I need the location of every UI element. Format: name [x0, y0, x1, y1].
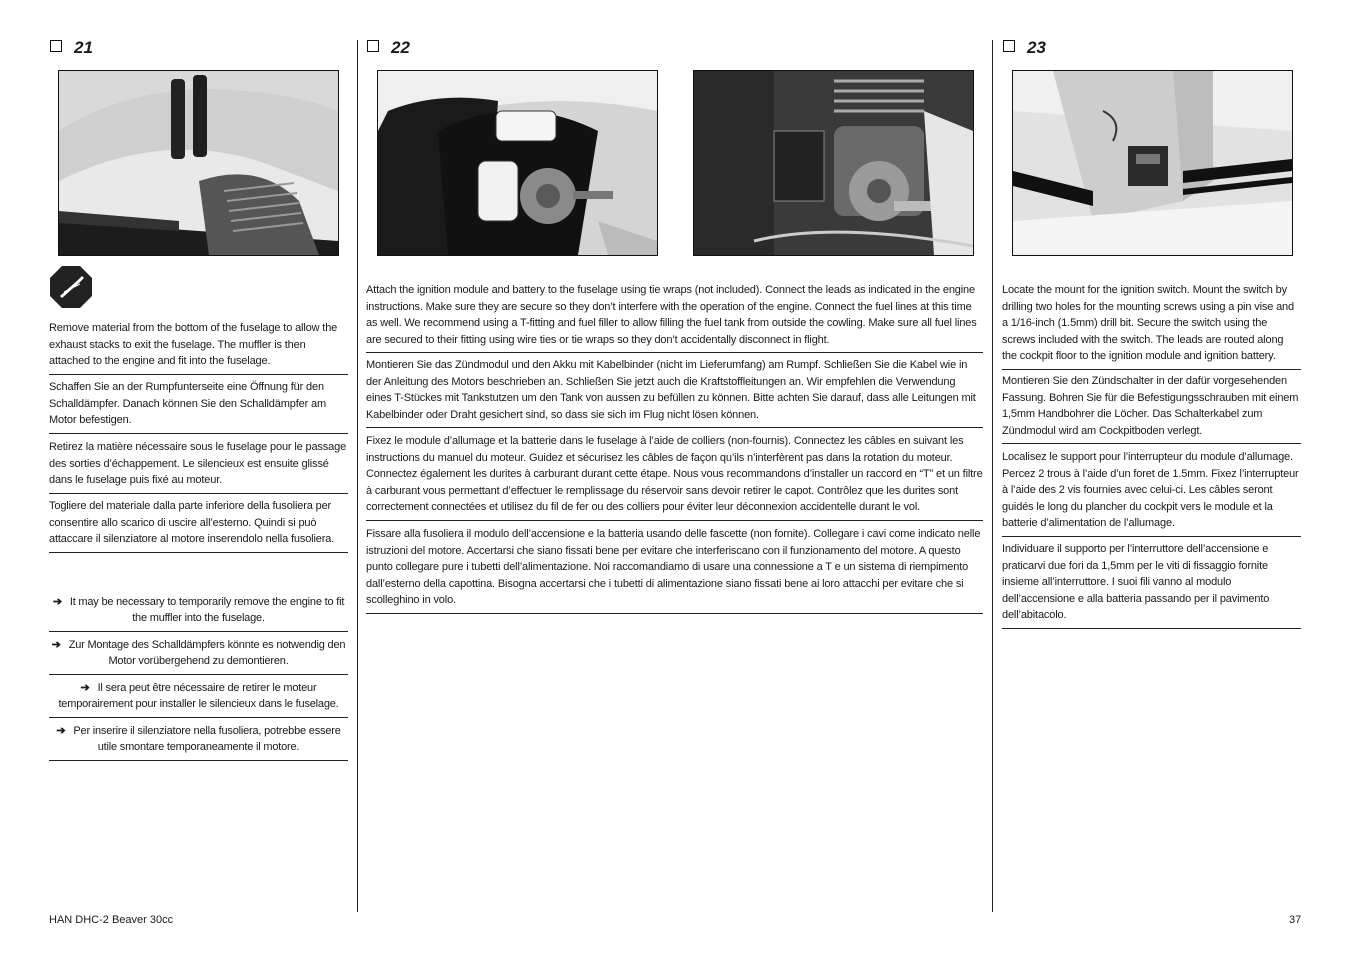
footer-title: HAN DHC-2 Beaver 30cc — [49, 914, 174, 926]
step-22-text-fr: Fixez le module d’allumage et la batterie dans le fuselage à l’aide de colliers (non-fournis). Connectez les câbles en suivant les instructions du manuel du moteur. Guidez et sécurisez les câbles de façon qu’ils n’interfèrent pas dans la rotation du moteur. Connectez également les durites à carburant durant cette étape. Nous vous recommandons d’installer un raccord en “T” et un filtre à carburant vous permettant d’effectuer le remplissage du réservoir sans devoir retirer le capot. Contrôlez que les durites sont correctement connectées et utilisez du fil de fer ou des colliers pour éviter leur déconnexion accidentelle durant le vol. — [366, 433, 983, 521]
step-number: 21 — [74, 38, 93, 57]
step-number: 23 — [1027, 38, 1046, 57]
note-en — [49, 594, 348, 632]
step-22-text-it: Fissare alla fusoliera il modulo dell’accensione e la batteria usando delle fascette (non fornite). Collegare i cavi come indicato nelle istruzioni del motore. Accertarsi che siano fissati bene per evitare che interferiscano con il funzionamento del motore. A questo punto collegare pure i tubetti dell’alimentazione. Noi raccomandiamo di usare una connessione a T e un sistema di riempimento dall’esterno della capottina. Bisogna accertarsi che i tubetti di alimentazione siano fissati bene ai loro attacchi per evitare che si scolleghino in volo. — [366, 526, 983, 614]
checkbox-icon[interactable] — [50, 40, 62, 52]
step-21-text-it: Togliere del materiale dalla parte inferiore della fusoliera per consentire allo scarico di uscire all’esterno. Quindi si può attaccare il silenziatore al motore inserendolo nella fusoliera. — [49, 498, 348, 553]
note-de — [49, 637, 348, 675]
step-23-text-en: Locate the mount for the ignition switch. Mount the switch by drilling two holes for the mounting screws using a pin vise and a 1/16-inch (1.5mm) drill bit. Secure the switch using the screws included with the switch. The leads are routed along the cockpit floor to the ignition module and ignition battery. — [1002, 282, 1301, 370]
arrow-right-icon: ➔ — [80, 682, 90, 694]
step-22-text-de: Montieren Sie das Zündmodul und den Akku mit Kabelbinder (nicht im Lieferumfang) am Rumpf. Schließen Sie die Kabel wie in der Anleitung des Motors beschrieben an. Schließen Sie jetzt auch die Kraftstoffleitungen an. Wir empfehlen die Verwendung eines T-Stückes mit Tankstutzen um den Tank von aussen zu befüllen zu können. Bitte achten Sie darauf, dass alle Leitungen mit Kabelbinder oder Draht gesichert sind, so dass sie sich im Flug nicht lösen können. — [366, 357, 983, 428]
note-it — [49, 723, 348, 761]
arrow-right-icon: ➔ — [56, 725, 66, 737]
note-text: It may be necessary to temporarily remove the engine to fit the muffler into the fuselage. — [69, 596, 345, 624]
note-text: Zur Montage des Schalldämpfers könnte es notwendig den Motor vorübergehend zu demontieren. — [68, 639, 346, 667]
step-number: 22 — [391, 38, 410, 57]
step-21-text-fr: Retirez la matière nécessaire sous le fuselage pour le passage des sorties d’échappement. Le silencieux est ensuite glissé dans le fuselage puis fixé au moteur. — [49, 439, 348, 494]
step-23-text-it: Individuare il supporto per l’interruttore dell’accensione e praticarvi due fori da 1,5mm per le viti di fissaggio fornite insieme all’interruttore. I suoi fili vanno al modulo dell’accensione e alla batteria passando per il pavimento dell’abitacolo. — [1002, 541, 1301, 629]
note-text: Per inserire il silenziatore nella fusoliera, potrebbe essere utile smontare temporaneamente il motore. — [73, 725, 341, 753]
column-divider — [357, 40, 358, 912]
step-23-text-de: Montieren Sie den Zündschalter in der dafür vorgesehenden Fassung. Bohren Sie für die Befestigungsschrauben mit einem 1,5mm Handbohrer die Löcher. Das Schalterkabel zum Zündmodul wird am Cockpitboden verlegt. — [1002, 373, 1301, 444]
photo-engine-fuel-lines — [693, 70, 974, 256]
checkbox-icon[interactable] — [1003, 40, 1015, 52]
photo-exhaust-stacks — [58, 70, 339, 256]
step-22-header — [367, 38, 410, 58]
photo-ignition-switch — [1012, 70, 1293, 256]
step-21-text-de: Schaffen Sie an der Rumpfunterseite eine Öffnung für den Schalldämpfer. Danach können Sie den Schalldämpfer am Motor befestigen. — [49, 379, 348, 434]
checkbox-icon[interactable] — [367, 40, 379, 52]
wrench-warning-icon — [50, 266, 92, 308]
arrow-right-icon: ➔ — [52, 596, 62, 608]
column-divider — [992, 40, 993, 912]
page-number: 37 — [1289, 914, 1302, 926]
photo-ignition-module — [377, 70, 658, 256]
step-23-header — [1003, 38, 1046, 58]
arrow-right-icon: ➔ — [51, 639, 61, 651]
step-22-text-en: Attach the ignition module and battery to the fuselage using tie wraps (not included). Connect the leads as indicated in the engine instructions. Make sure they are secure so they don’t interfere with the operation of the engine. Connect the fuel lines at this time as well. We recommend using a T-fitting and fuel filler to allow filling the fuel tank from outside the cowling. Make sure all fuel lines are secured to their fitting using wire ties or tie wraps so they don’t accidentally disconnect in flight. — [366, 282, 983, 353]
note-fr — [49, 680, 348, 718]
step-21-header — [50, 38, 93, 58]
step-21-text-en: Remove material from the bottom of the fuselage to allow the exhaust stacks to exit the fuselage. The muffler is then attached to the engine and fit into the fuselage. — [49, 320, 348, 375]
step-23-text-fr: Localisez le support pour l’interrupteur du module d’allumage. Percez 2 trous à l’aide d’un foret de 1.5mm. Fixez l’interrupteur à l’aide des 2 vis fournies avec celui-ci. Les câbles seront guidés le long du plancher du cockpit vers le module et la batterie d’alimentation de l’allumage. — [1002, 449, 1301, 537]
note-text: Il sera peut être nécessaire de retirer le moteur temporairement pour installer le silencieux dans le fuselage. — [58, 682, 339, 710]
